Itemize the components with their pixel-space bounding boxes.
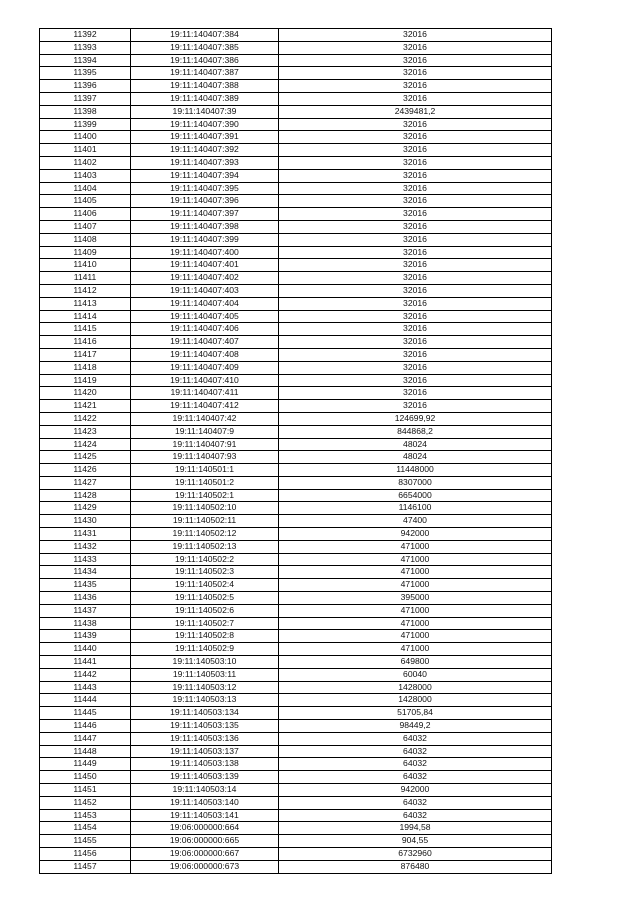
row-number-cell: 11455 xyxy=(40,835,131,848)
value-cell: 942000 xyxy=(279,528,552,541)
table-row xyxy=(40,604,552,617)
row-number-cell: 11406 xyxy=(40,208,131,221)
table-row xyxy=(40,54,552,67)
row-number-cell: 11424 xyxy=(40,438,131,451)
value-cell: 1994,58 xyxy=(279,822,552,835)
row-number-cell: 11454 xyxy=(40,822,131,835)
cadastral-number-cell: 19:11:140407:387 xyxy=(131,67,279,80)
table-row xyxy=(40,745,552,758)
cadastral-number-cell: 19:11:140407:394 xyxy=(131,169,279,182)
value-cell: 47400 xyxy=(279,515,552,528)
table-row xyxy=(40,707,552,720)
table-row xyxy=(40,387,552,400)
row-number-cell: 11417 xyxy=(40,348,131,361)
value-cell: 32016 xyxy=(279,336,552,349)
cadastral-number-cell: 19:11:140407:390 xyxy=(131,118,279,131)
cadastral-number-cell: 19:11:140407:389 xyxy=(131,92,279,105)
table-row xyxy=(40,822,552,835)
row-number-cell: 11440 xyxy=(40,643,131,656)
table-row xyxy=(40,323,552,336)
value-cell: 2439481,2 xyxy=(279,105,552,118)
table-row xyxy=(40,118,552,131)
table-row xyxy=(40,233,552,246)
table-row xyxy=(40,835,552,848)
value-cell: 64032 xyxy=(279,809,552,822)
cadastral-number-cell: 19:11:140503:13 xyxy=(131,694,279,707)
value-cell: 32016 xyxy=(279,29,552,42)
cadastral-number-cell: 19:11:140502:10 xyxy=(131,502,279,515)
value-cell: 32016 xyxy=(279,54,552,67)
cadastral-number-cell: 19:11:140502:5 xyxy=(131,592,279,605)
row-number-cell: 11401 xyxy=(40,144,131,157)
row-number-cell: 11436 xyxy=(40,592,131,605)
value-cell: 60040 xyxy=(279,668,552,681)
table-row xyxy=(40,540,552,553)
row-number-cell: 11410 xyxy=(40,259,131,272)
value-cell: 32016 xyxy=(279,233,552,246)
cadastral-number-cell: 19:11:140407:391 xyxy=(131,131,279,144)
value-cell: 11448000 xyxy=(279,464,552,477)
value-cell: 904,55 xyxy=(279,835,552,848)
value-cell: 64032 xyxy=(279,796,552,809)
cadastral-number-cell: 19:11:140502:6 xyxy=(131,604,279,617)
value-cell: 51705,84 xyxy=(279,707,552,720)
value-cell: 32016 xyxy=(279,361,552,374)
table-row xyxy=(40,361,552,374)
cadastral-number-cell: 19:06:000000:665 xyxy=(131,835,279,848)
table-row xyxy=(40,784,552,797)
row-number-cell: 11449 xyxy=(40,758,131,771)
value-cell: 32016 xyxy=(279,67,552,80)
table-row xyxy=(40,451,552,464)
table-row xyxy=(40,272,552,285)
value-cell: 32016 xyxy=(279,348,552,361)
row-number-cell: 11397 xyxy=(40,92,131,105)
cadastral-number-cell: 19:11:140407:409 xyxy=(131,361,279,374)
row-number-cell: 11457 xyxy=(40,860,131,873)
value-cell: 32016 xyxy=(279,41,552,54)
row-number-cell: 11394 xyxy=(40,54,131,67)
row-number-cell: 11409 xyxy=(40,246,131,259)
table-row xyxy=(40,105,552,118)
table-row xyxy=(40,92,552,105)
cadastral-number-cell: 19:11:140407:412 xyxy=(131,400,279,413)
cadastral-number-cell: 19:11:140407:392 xyxy=(131,144,279,157)
cadastral-number-cell: 19:11:140502:7 xyxy=(131,617,279,630)
value-cell: 64032 xyxy=(279,771,552,784)
row-number-cell: 11430 xyxy=(40,515,131,528)
cadastral-number-cell: 19:11:140407:399 xyxy=(131,233,279,246)
cadastral-number-cell: 19:11:140503:141 xyxy=(131,809,279,822)
value-cell: 471000 xyxy=(279,604,552,617)
cadastral-number-cell: 19:11:140407:401 xyxy=(131,259,279,272)
table-row xyxy=(40,553,552,566)
row-number-cell: 11426 xyxy=(40,464,131,477)
value-cell: 32016 xyxy=(279,80,552,93)
row-number-cell: 11407 xyxy=(40,220,131,233)
table-row xyxy=(40,515,552,528)
table-row xyxy=(40,425,552,438)
cadastral-number-cell: 19:06:000000:664 xyxy=(131,822,279,835)
cadastral-number-cell: 19:11:140407:403 xyxy=(131,284,279,297)
cadastral-number-cell: 19:11:140502:13 xyxy=(131,540,279,553)
row-number-cell: 11403 xyxy=(40,169,131,182)
row-number-cell: 11427 xyxy=(40,476,131,489)
cadastral-number-cell: 19:11:140407:398 xyxy=(131,220,279,233)
cadastral-number-cell: 19:11:140407:408 xyxy=(131,348,279,361)
row-number-cell: 11438 xyxy=(40,617,131,630)
table-row xyxy=(40,259,552,272)
value-cell: 64032 xyxy=(279,732,552,745)
row-number-cell: 11400 xyxy=(40,131,131,144)
value-cell: 32016 xyxy=(279,118,552,131)
value-cell: 395000 xyxy=(279,592,552,605)
value-cell: 32016 xyxy=(279,374,552,387)
cadastral-number-cell: 19:11:140407:42 xyxy=(131,412,279,425)
table-row xyxy=(40,617,552,630)
cadastral-number-cell: 19:11:140503:136 xyxy=(131,732,279,745)
table-row xyxy=(40,630,552,643)
row-number-cell: 11431 xyxy=(40,528,131,541)
table-row xyxy=(40,476,552,489)
value-cell: 1428000 xyxy=(279,681,552,694)
row-number-cell: 11429 xyxy=(40,502,131,515)
table-row xyxy=(40,592,552,605)
table-row xyxy=(40,528,552,541)
cadastral-number-cell: 19:11:140502:3 xyxy=(131,566,279,579)
value-cell: 32016 xyxy=(279,246,552,259)
table-row xyxy=(40,41,552,54)
value-cell: 1146100 xyxy=(279,502,552,515)
table-row xyxy=(40,400,552,413)
cadastral-number-cell: 19:11:140407:397 xyxy=(131,208,279,221)
table-row xyxy=(40,182,552,195)
value-cell: 32016 xyxy=(279,92,552,105)
cadastral-number-cell: 19:11:140407:384 xyxy=(131,29,279,42)
row-number-cell: 11445 xyxy=(40,707,131,720)
cadastral-number-cell: 19:11:140503:134 xyxy=(131,707,279,720)
cadastral-number-cell: 19:11:140407:9 xyxy=(131,425,279,438)
row-number-cell: 11419 xyxy=(40,374,131,387)
cadastral-number-cell: 19:11:140407:411 xyxy=(131,387,279,400)
cadastral-number-cell: 19:11:140503:135 xyxy=(131,720,279,733)
table-row xyxy=(40,771,552,784)
value-cell: 32016 xyxy=(279,272,552,285)
table-row xyxy=(40,809,552,822)
value-cell: 64032 xyxy=(279,745,552,758)
value-cell: 471000 xyxy=(279,553,552,566)
cadastral-number-cell: 19:06:000000:667 xyxy=(131,848,279,861)
cadastral-number-cell: 19:11:140407:402 xyxy=(131,272,279,285)
cadastral-number-cell: 19:11:140501:2 xyxy=(131,476,279,489)
value-cell: 942000 xyxy=(279,784,552,797)
row-number-cell: 11408 xyxy=(40,233,131,246)
row-number-cell: 11451 xyxy=(40,784,131,797)
cadastral-number-cell: 19:11:140407:400 xyxy=(131,246,279,259)
value-cell: 32016 xyxy=(279,259,552,272)
table-row xyxy=(40,29,552,42)
value-cell: 32016 xyxy=(279,156,552,169)
cadastral-number-cell: 19:11:140407:386 xyxy=(131,54,279,67)
value-cell: 471000 xyxy=(279,566,552,579)
row-number-cell: 11444 xyxy=(40,694,131,707)
cadastral-number-cell: 19:11:140503:10 xyxy=(131,656,279,669)
cadastral-number-cell: 19:11:140503:140 xyxy=(131,796,279,809)
table-row xyxy=(40,860,552,873)
table-row xyxy=(40,502,552,515)
cadastral-number-cell: 19:11:140407:395 xyxy=(131,182,279,195)
row-number-cell: 11395 xyxy=(40,67,131,80)
table-row xyxy=(40,144,552,157)
cadastral-number-cell: 19:11:140503:138 xyxy=(131,758,279,771)
row-number-cell: 11416 xyxy=(40,336,131,349)
row-number-cell: 11456 xyxy=(40,848,131,861)
cadastral-number-cell: 19:11:140407:91 xyxy=(131,438,279,451)
value-cell: 32016 xyxy=(279,195,552,208)
value-cell: 6654000 xyxy=(279,489,552,502)
row-number-cell: 11414 xyxy=(40,310,131,323)
table-row xyxy=(40,796,552,809)
value-cell: 471000 xyxy=(279,630,552,643)
table-row xyxy=(40,694,552,707)
value-cell: 32016 xyxy=(279,310,552,323)
table-row xyxy=(40,412,552,425)
cadastral-number-cell: 19:11:140407:393 xyxy=(131,156,279,169)
table-row xyxy=(40,438,552,451)
value-cell: 32016 xyxy=(279,387,552,400)
cadastral-number-cell: 19:11:140503:137 xyxy=(131,745,279,758)
table-row xyxy=(40,310,552,323)
row-number-cell: 11392 xyxy=(40,29,131,42)
row-number-cell: 11452 xyxy=(40,796,131,809)
cadastral-number-cell: 19:11:140503:11 xyxy=(131,668,279,681)
cadastral-number-cell: 19:11:140407:39 xyxy=(131,105,279,118)
value-cell: 876480 xyxy=(279,860,552,873)
table-row xyxy=(40,80,552,93)
row-number-cell: 11450 xyxy=(40,771,131,784)
value-cell: 471000 xyxy=(279,579,552,592)
table-row xyxy=(40,668,552,681)
table-row xyxy=(40,489,552,502)
row-number-cell: 11418 xyxy=(40,361,131,374)
cadastral-number-cell: 19:11:140407:405 xyxy=(131,310,279,323)
row-number-cell: 11442 xyxy=(40,668,131,681)
value-cell: 6732960 xyxy=(279,848,552,861)
value-cell: 32016 xyxy=(279,208,552,221)
row-number-cell: 11404 xyxy=(40,182,131,195)
cadastral-number-cell: 19:11:140502:4 xyxy=(131,579,279,592)
row-number-cell: 11453 xyxy=(40,809,131,822)
cadastral-number-cell: 19:11:140407:410 xyxy=(131,374,279,387)
row-number-cell: 11399 xyxy=(40,118,131,131)
value-cell: 32016 xyxy=(279,220,552,233)
cadastral-number-cell: 19:11:140502:11 xyxy=(131,515,279,528)
cadastral-number-cell: 19:11:140503:12 xyxy=(131,681,279,694)
table-body xyxy=(40,29,552,874)
table-row xyxy=(40,758,552,771)
cadastral-number-cell: 19:11:140502:12 xyxy=(131,528,279,541)
cadastral-number-cell: 19:11:140407:396 xyxy=(131,195,279,208)
value-cell: 32016 xyxy=(279,169,552,182)
table-row xyxy=(40,156,552,169)
cadastral-number-cell: 19:11:140503:14 xyxy=(131,784,279,797)
cadastral-number-cell: 19:11:140407:407 xyxy=(131,336,279,349)
row-number-cell: 11434 xyxy=(40,566,131,579)
row-number-cell: 11411 xyxy=(40,272,131,285)
row-number-cell: 11420 xyxy=(40,387,131,400)
table-row xyxy=(40,246,552,259)
table-row xyxy=(40,681,552,694)
value-cell: 98449,2 xyxy=(279,720,552,733)
data-table xyxy=(39,28,552,874)
row-number-cell: 11405 xyxy=(40,195,131,208)
cadastral-number-cell: 19:11:140407:404 xyxy=(131,297,279,310)
cadastral-number-cell: 19:11:140502:2 xyxy=(131,553,279,566)
cadastral-number-cell: 19:11:140407:93 xyxy=(131,451,279,464)
cadastral-number-cell: 19:11:140407:406 xyxy=(131,323,279,336)
row-number-cell: 11413 xyxy=(40,297,131,310)
table-row xyxy=(40,131,552,144)
value-cell: 8307000 xyxy=(279,476,552,489)
row-number-cell: 11428 xyxy=(40,489,131,502)
value-cell: 32016 xyxy=(279,400,552,413)
row-number-cell: 11425 xyxy=(40,451,131,464)
cadastral-number-cell: 19:11:140502:8 xyxy=(131,630,279,643)
cadastral-number-cell: 19:11:140502:9 xyxy=(131,643,279,656)
value-cell: 32016 xyxy=(279,131,552,144)
table-row xyxy=(40,195,552,208)
row-number-cell: 11439 xyxy=(40,630,131,643)
value-cell: 32016 xyxy=(279,144,552,157)
row-number-cell: 11398 xyxy=(40,105,131,118)
row-number-cell: 11446 xyxy=(40,720,131,733)
value-cell: 1428000 xyxy=(279,694,552,707)
row-number-cell: 11402 xyxy=(40,156,131,169)
table-row xyxy=(40,220,552,233)
value-cell: 48024 xyxy=(279,451,552,464)
value-cell: 471000 xyxy=(279,540,552,553)
table-row xyxy=(40,643,552,656)
row-number-cell: 11393 xyxy=(40,41,131,54)
value-cell: 471000 xyxy=(279,643,552,656)
row-number-cell: 11412 xyxy=(40,284,131,297)
table-row xyxy=(40,848,552,861)
cadastral-number-cell: 19:11:140407:388 xyxy=(131,80,279,93)
row-number-cell: 11435 xyxy=(40,579,131,592)
table-row xyxy=(40,464,552,477)
table-row xyxy=(40,579,552,592)
value-cell: 48024 xyxy=(279,438,552,451)
table-row xyxy=(40,284,552,297)
value-cell: 124699,92 xyxy=(279,412,552,425)
cadastral-number-cell: 19:11:140407:385 xyxy=(131,41,279,54)
table-row xyxy=(40,336,552,349)
table-row xyxy=(40,720,552,733)
cadastral-number-cell: 19:11:140502:1 xyxy=(131,489,279,502)
row-number-cell: 11422 xyxy=(40,412,131,425)
value-cell: 64032 xyxy=(279,758,552,771)
table-row xyxy=(40,732,552,745)
row-number-cell: 11415 xyxy=(40,323,131,336)
row-number-cell: 11443 xyxy=(40,681,131,694)
row-number-cell: 11396 xyxy=(40,80,131,93)
table-row xyxy=(40,208,552,221)
row-number-cell: 11421 xyxy=(40,400,131,413)
row-number-cell: 11437 xyxy=(40,604,131,617)
cadastral-number-cell: 19:06:000000:673 xyxy=(131,860,279,873)
value-cell: 32016 xyxy=(279,323,552,336)
table-row xyxy=(40,374,552,387)
row-number-cell: 11447 xyxy=(40,732,131,745)
table-row xyxy=(40,169,552,182)
value-cell: 32016 xyxy=(279,182,552,195)
table-row xyxy=(40,656,552,669)
row-number-cell: 11448 xyxy=(40,745,131,758)
table-row xyxy=(40,297,552,310)
cadastral-number-cell: 19:11:140503:139 xyxy=(131,771,279,784)
table-row xyxy=(40,67,552,80)
value-cell: 649800 xyxy=(279,656,552,669)
cadastral-number-cell: 19:11:140501:1 xyxy=(131,464,279,477)
row-number-cell: 11433 xyxy=(40,553,131,566)
value-cell: 844868,2 xyxy=(279,425,552,438)
row-number-cell: 11432 xyxy=(40,540,131,553)
table-row xyxy=(40,566,552,579)
value-cell: 32016 xyxy=(279,284,552,297)
value-cell: 32016 xyxy=(279,297,552,310)
row-number-cell: 11441 xyxy=(40,656,131,669)
value-cell: 471000 xyxy=(279,617,552,630)
table-row xyxy=(40,348,552,361)
row-number-cell: 11423 xyxy=(40,425,131,438)
